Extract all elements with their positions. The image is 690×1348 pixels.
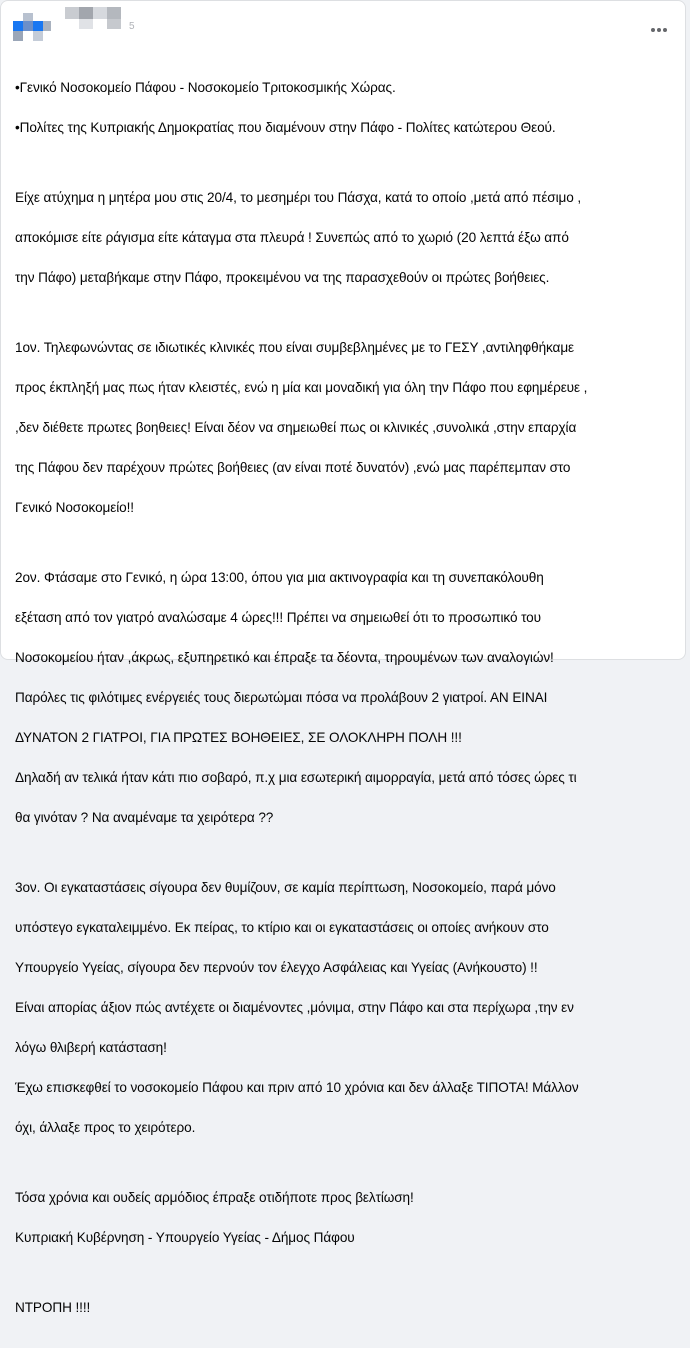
post-line: την Πάφο) μεταβήκαμε στην Πάφο, προκειμένου να της παρασχεθούν οι πρώτες βοήθειες. [15, 270, 550, 285]
author-name-redacted[interactable] [65, 7, 137, 29]
post-line: •Γενικό Νοσοκομείο Πάφου - Νοσοκομείο Τριτοκοσμικής Χώρας. [15, 80, 396, 95]
post-line: 1ον. Τηλεφωνώντας σε ιδιωτικές κλινικές που είναι συμβεβλημένες με το ΓΕΣΥ ,αντιληφθήκαμε [15, 340, 575, 355]
post-line: 3ον. Οι εγκαταστάσεις σίγουρα δεν θυμίζουν, σε καμία περίπτωση, Νοσοκομείο, παρά μόνο [15, 880, 556, 895]
post-line: Έχω επισκεφθεί το νοσοκομείο Πάφου και πριν από 10 χρόνια και δεν άλλαξε ΤΙΠΟΤΑ! Μάλλον [15, 1080, 579, 1095]
more-dots-icon [663, 28, 667, 32]
post-line: Δηλαδή αν τελικά ήταν κάτι πιο σοβαρό, π.χ μια εσωτερική αιμορραγία, μετά από τόσες ώρες τι [15, 770, 577, 785]
post-line: της Πάφου δεν παρέχουν πρώτες βοήθειες (αν είναι ποτέ δυνατόν) ,ενώ μας παρέπεμπαν στο [15, 460, 571, 475]
more-dots-icon [657, 28, 661, 32]
post-paragraph-2 [15, 168, 680, 308]
post-line: ΝΤΡΟΠΗ !!!! [15, 1300, 91, 1315]
post-line: Υπουργείο Υγείας, σίγουρα δεν περνούν τον έλεγχο Ασφάλειας και Υγείας (Ανήκουστο) !! [15, 960, 538, 975]
post-paragraph-3 [15, 318, 680, 538]
post-line: Είχε ατύχημα η μητέρα μου στις 20/4, το μεσημέρι του Πάσχα, κατά το οποίο ,μετά από πέσιμο , [15, 190, 582, 205]
post-line: λόγω θλιβερή κατάσταση! [15, 1040, 167, 1055]
post-line: 2ον. Φτάσαμε στο Γενικό, η ώρα 13:00, όπου για μια ακτινογραφία και τη συνεπακόλουθη [15, 570, 544, 585]
more-dots-icon [651, 28, 655, 32]
post-line: Τόσα χρόνια και ουδείς αρμόδιος έπραξε οτιδήποτε προς βελτίωση! [15, 1190, 414, 1205]
more-options-button[interactable] [645, 19, 673, 37]
post-line: Γενικό Νοσοκομείο!! [15, 500, 134, 515]
avatar[interactable] [13, 13, 53, 43]
post-line: αποκόμισε είτε ράγισμα είτε κάταγμα στα πλευρά ! Συνεπώς από το χωριό (20 λεπτά έξω από [15, 230, 569, 245]
post-line: όχι, άλλαξε προς το χειρότερο. [15, 1120, 196, 1135]
post-line: εξέταση από τον γιατρό αναλώσαμε 4 ώρες!!! Πρέπει να σημειωθεί ότι το προσωπικό του [15, 610, 541, 625]
post-paragraph-7 [15, 1278, 680, 1338]
post-timestamp[interactable]: 5 [129, 21, 135, 32]
post-line: Είναι απορίας άξιον πώς αντέχετε οι διαμένοντες ,μόνιμα, στην Πάφο και στα περίχωρα ,την εν [15, 1000, 574, 1015]
post-line: Νοσοκομείου ήταν ,άκρως, εξυπηρετικό και έπραξε τα δέοντα, τηρουμένων των αναλογιών! [15, 650, 554, 665]
post-line: Κυπριακή Κυβέρνηση - Υπουργείο Υγείας - Δήμος Πάφου [15, 1230, 355, 1245]
post-line: ΔΥΝΑΤΟΝ 2 ΓΙΑΤΡΟΙ, ΓΙΑ ΠΡΩΤΕΣ ΒΟΗΘΕΙΕΣ, ΣΕ ΟΛΟΚΛΗΡΗ ΠΟΛΗ !!! [15, 730, 462, 745]
post-line: υπόστεγο εγκαταλειμμένο. Εκ πείρας, το κτίριο και οι εγκαταστάσεις οι οποίες ανήκουν στο [15, 920, 549, 935]
post-line: ,δεν διέθετε πρωτες βοηθειες! Είναι δέον να σημειωθεί πως οι κλινικές ,συνολικά ,στην επαρχία [15, 420, 577, 435]
post-line: Παρόλες τις φιλότιμες ενέργειές τους διερωτώμαι πόσα να προλάβουν 2 γιατροί. ΑΝ ΕΙΝΑΙ [15, 690, 548, 705]
post-paragraph-1 [15, 58, 680, 158]
post-paragraph-5 [15, 858, 680, 1158]
post-line: •Πολίτες της Κυπριακής Δημοκρατίας που διαμένουν στην Πάφο - Πολίτες κατώτερου Θεού. [15, 120, 556, 135]
post-paragraph-4 [15, 548, 680, 848]
post-paragraph-6 [15, 1168, 680, 1268]
post-header [13, 5, 673, 55]
post-line: θα γινόταν ? Να αναμέναμε τα χειρότερα ?? [15, 810, 274, 825]
post-text [15, 58, 680, 1348]
post-line: προς έκπληξή μας πως ήταν κλειστές, ενώ η μία και μοναδική για όλη την Πάφο που εφημέρευε , [15, 380, 588, 395]
